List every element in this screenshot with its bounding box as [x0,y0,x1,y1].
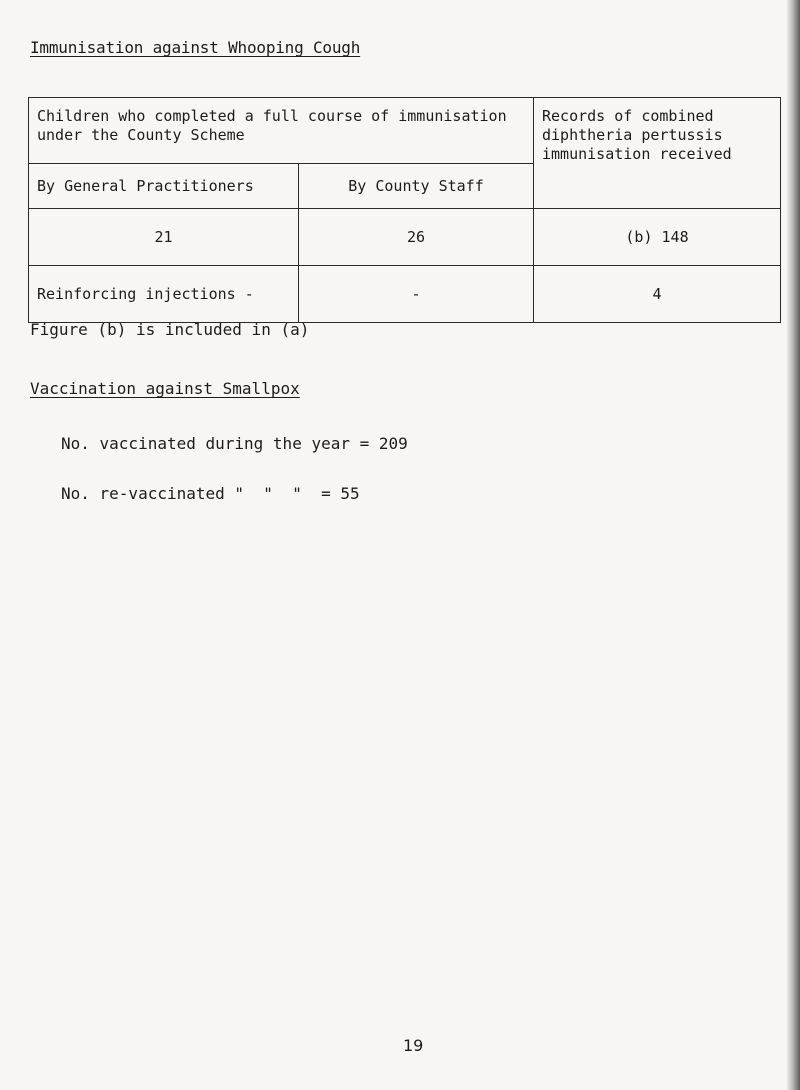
whooping-cough-heading: Immunisation against Whooping Cough [30,38,361,57]
cell-gp-count: 21 [29,209,299,266]
smallpox-heading: Vaccination against Smallpox [30,379,300,398]
cell-reinforcing-records: 4 [534,266,781,323]
header-children-completed: Children who completed a full course of immunisation under the County Scheme [29,98,534,164]
cell-reinforcing-label: Reinforcing injections - [29,266,299,323]
vaccinated-count-line: No. vaccinated during the year = 209 [61,434,408,453]
cell-county-count: 26 [299,209,534,266]
header-county-staff: By County Staff [299,164,534,209]
table-footnote: Figure (b) is included in (a) [30,320,310,339]
header-general-practitioners: By General Practitioners [29,164,299,209]
header-records-received: Records of combined diphtheria pertussis immunisation received [534,98,781,209]
table-header-row [29,98,781,164]
table-row [29,209,781,266]
page-edge-shadow [786,0,800,1090]
cell-reinforcing-county: - [299,266,534,323]
cell-records-count: (b) 148 [534,209,781,266]
page-number: 19 [403,1036,424,1055]
revaccinated-count-line: No. re-vaccinated " " " = 55 [61,484,360,503]
immunisation-table [28,97,781,323]
table-row [29,266,781,323]
